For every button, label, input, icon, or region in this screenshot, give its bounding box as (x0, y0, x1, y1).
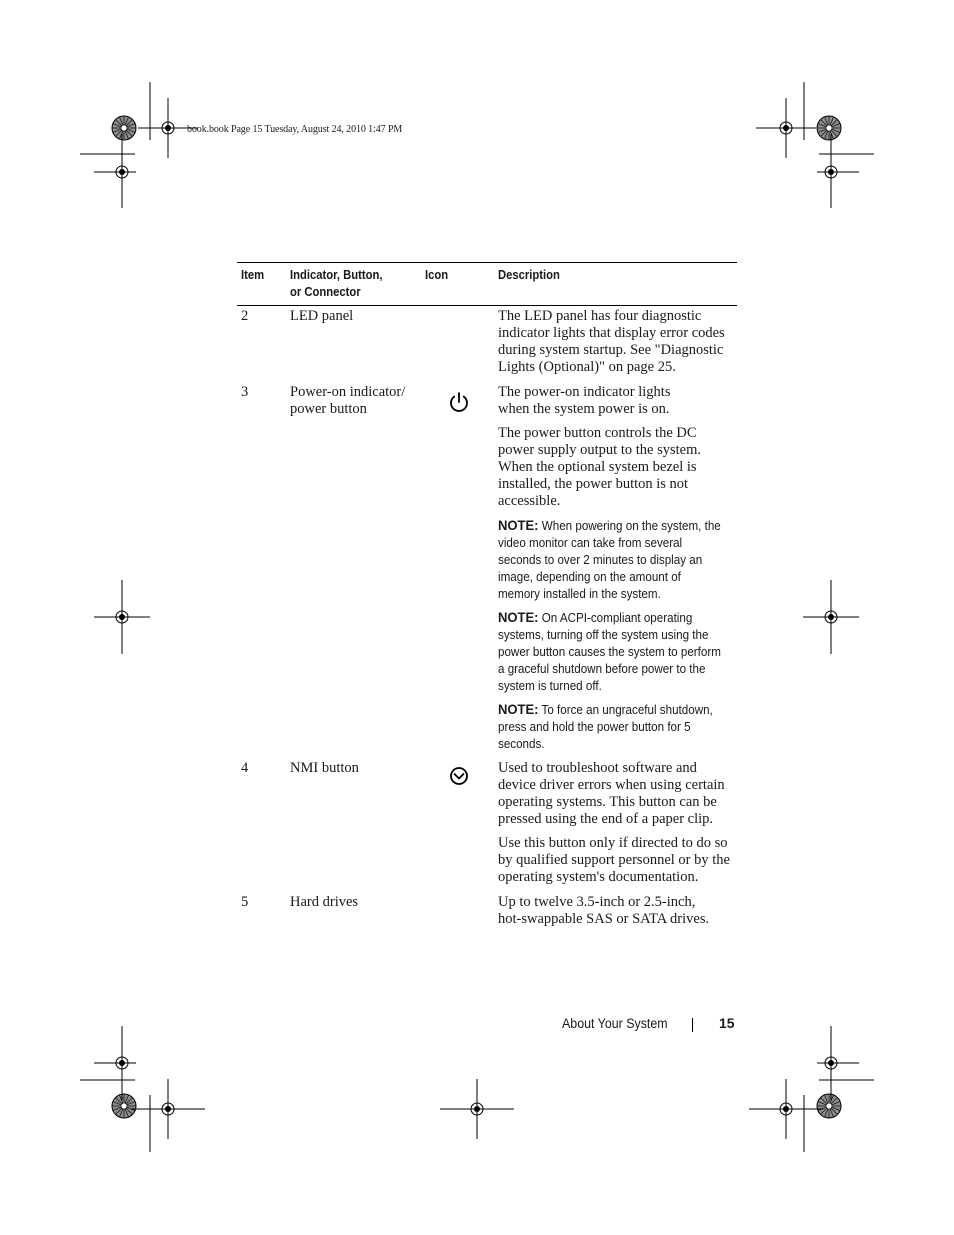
print-header: book.book Page 15 Tuesday, August 24, 2010 1:47 PM (187, 124, 403, 135)
row-5-name: Hard drives (290, 894, 359, 910)
row-4-description-1: Used to troubleshoot software and device driver errors when using certain operating systems. This button can be pressed using the end of a paper clip. (498, 760, 725, 827)
note-3 (498, 701, 721, 753)
row-3-description-1: The power-on indicator lights when the system power is on. (498, 384, 671, 417)
column-header-description: Description (498, 268, 560, 282)
note-text: On ACPI-compliant operating systems, turning off the system using the power button causes the system to perform a graceful shutdown before power to the system is turned off. (498, 611, 721, 693)
nmi-icon (449, 766, 469, 786)
row-2-description: The LED panel has four diagnostic indicator lights that display error codes during system startup. See "Diagnostic Lights (Optional)" on page 25. (498, 308, 725, 375)
note-2 (498, 609, 721, 695)
page-number: 15 (719, 1015, 735, 1031)
column-header-item: Item (241, 268, 265, 282)
note-text: When powering on the system, the video monitor can take from several seconds to over 2 minutes to display an image, depending on the amount of memory installed in the system. (498, 519, 721, 601)
note-label: NOTE: (498, 517, 539, 533)
row-3-item: 3 (241, 384, 249, 400)
column-header-icon: Icon (425, 268, 449, 282)
note-label: NOTE: (498, 609, 539, 625)
table-header-rule (237, 305, 737, 306)
row-4-name: NMI button (290, 760, 359, 776)
row-4-item: 4 (241, 760, 249, 776)
footer-separator (692, 1018, 693, 1032)
footer-section-title: About Your System (562, 1016, 668, 1031)
column-header-indicator (290, 267, 383, 301)
row-5-description: Up to twelve 3.5-inch or 2.5-inch, hot-swappable SAS or SATA drives. (498, 894, 710, 927)
row-5-item: 5 (241, 894, 249, 910)
note-1 (498, 517, 721, 603)
table-top-rule (237, 262, 737, 263)
row-2-name: LED panel (290, 308, 354, 324)
row-2-item: 2 (241, 308, 249, 324)
row-3-name: Power-on indicator/ power button (290, 384, 406, 417)
note-text: To force an ungraceful shutdown, press and hold the power button for 5 seconds. (498, 703, 713, 751)
power-icon (448, 391, 470, 413)
row-3-description-2: The power button controls the DC power supply output to the system. When the optional system bezel is installed, the power button is not accessible. (498, 425, 701, 509)
column-header-indicator-line1: Indicator, Button, (290, 268, 383, 282)
column-header-indicator-line2: or Connector (290, 285, 361, 299)
row-4-description-2: Use this button only if directed to do so by qualified support personnel or by the operating system's documentation. (498, 835, 730, 885)
note-label: NOTE: (498, 701, 539, 717)
